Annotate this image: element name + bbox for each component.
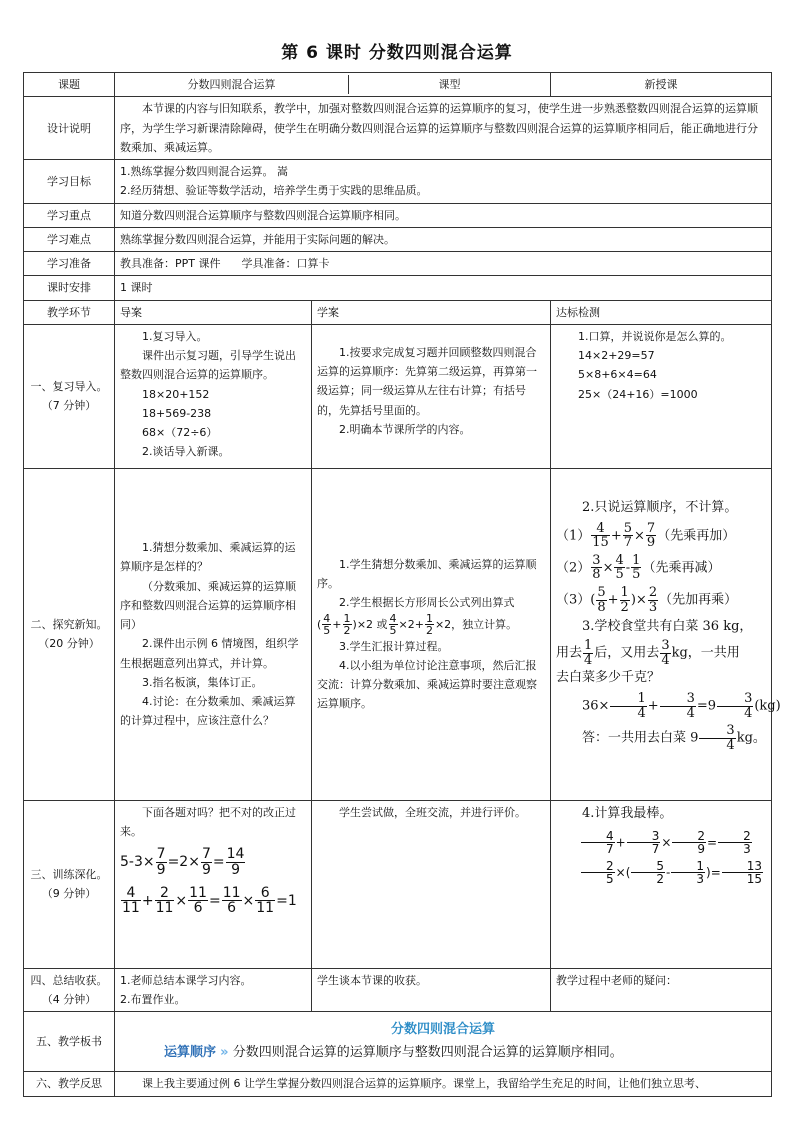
s3-guide: 下面各题对吗？把不对的改正过来。 bbox=[120, 805, 296, 838]
page-title: 第 6 课时 分数四则混合运算 bbox=[281, 43, 513, 63]
row-section-3 bbox=[24, 800, 772, 968]
s1-check-3: 5×8+6×4=64 bbox=[578, 368, 657, 382]
s6-text: 课上我主要通过例 6 让学生掌握分数四则混合运算的运算顺序。课堂上，我留给学生充足的时间，让他们独立思考、 bbox=[115, 1072, 772, 1096]
s4-check: 教学过程中老师的疑问： bbox=[551, 968, 772, 1012]
s4-guide-1: 1.老师总结本课学习内容。 bbox=[120, 973, 252, 987]
s1-guide-3: 18×20+152 bbox=[142, 387, 210, 401]
s4-learn: 学生谈本节课的收获。 bbox=[312, 968, 551, 1012]
s1-time: （7 分钟） bbox=[41, 399, 97, 413]
type-label: 课型 bbox=[438, 78, 461, 91]
double-chevron-icon: » bbox=[220, 1044, 229, 1060]
row-header bbox=[24, 73, 772, 97]
s2-learn-1: 1.学生猜想分数乘加、乘减运算的运算顺序。 bbox=[317, 557, 537, 591]
col-learn: 学案 bbox=[312, 300, 551, 324]
row-design bbox=[24, 97, 772, 160]
row-key bbox=[24, 203, 772, 227]
prep-label: 学习准备 bbox=[24, 252, 115, 276]
s2-learn-5: ×2，独立计算。 bbox=[434, 617, 518, 631]
design-text: 本节课的内容与旧知联系，教学中，加强对整数四则混合运算的运算顺序的复习，使学生进一步熟悉整数四则混合运算的运算顺序，为学生学习新课清除障碍，使学生在明确分数四则混合运算的运算顺序与整数四则混合运算的运算顺序相同后，能正确地进行分数乘加、乘减运算。 bbox=[115, 97, 772, 160]
s1-check-2: 14×2+29=57 bbox=[578, 349, 655, 362]
s3-eq-1: 5-3× $\frac{7}{9}$ =2× $\frac{7}{9}$ = $\frac{14}{9}$ bbox=[120, 846, 245, 878]
difficulty-text: 熟练掌握分数四则混合运算，并能用于实际问题的解决。 bbox=[115, 227, 772, 251]
s1-learn-2: 2.明确本节课所学的内容。 bbox=[339, 422, 471, 436]
s3-learn: 学生尝试做，全班交流，并进行评价。 bbox=[312, 800, 551, 968]
s1-guide-1: 1.复习导入。 bbox=[142, 329, 208, 343]
s2-label: 二、探究新知。 bbox=[30, 618, 108, 631]
row-section-1 bbox=[24, 324, 772, 468]
row-prep bbox=[24, 252, 772, 276]
s2-time: （20 分钟） bbox=[38, 637, 100, 651]
board-text: 分数四则混合运算的运算顺序与整数四则混合运算的运算顺序相同。 bbox=[232, 1044, 623, 1060]
schedule-label: 课时安排 bbox=[24, 276, 115, 300]
s1-check-4: 25×（24+16）=1000 bbox=[578, 387, 698, 401]
s2-check-q3b: 用去 $\frac{1}{4}$ 后，又用去 $\frac{3}{4}$ kg，一共用 bbox=[556, 638, 740, 668]
s6-label: 六、教学反思 bbox=[24, 1072, 115, 1096]
goal-mark: 嵩 bbox=[277, 165, 288, 178]
s2-guide-1: 1.猜想分数乘加、乘减运算的运算顺序是怎样的？ bbox=[120, 541, 296, 574]
board-title: 分数四则混合运算 bbox=[390, 1022, 495, 1037]
key-label: 学习重点 bbox=[24, 203, 115, 227]
s3-time: （9 分钟） bbox=[41, 887, 97, 901]
goal-2: 2.经历猜想、验证等数学活动，培养学生勇于实践的思维品质。 bbox=[120, 184, 428, 198]
s2-check-q3e: 去白菜多少千克？ bbox=[556, 670, 661, 686]
s2-guide-2: （分数乘加、乘减运算的运算顺序和整数四则混合运算的运算顺序相同） bbox=[120, 579, 296, 631]
col-guide: 导案 bbox=[115, 300, 312, 324]
s1-guide-5: 68×（72÷6） bbox=[142, 426, 218, 439]
s2-guide-4: 3.指名板演，集体订正。 bbox=[142, 675, 263, 689]
s4-time: （4 分钟） bbox=[41, 993, 97, 1006]
s1-label: 一、复习导入。 bbox=[30, 380, 108, 393]
board bbox=[115, 1012, 772, 1072]
col-stage: 教学环节 bbox=[24, 300, 115, 324]
s2-check-q3a: 3.学校食堂共有白菜 36 kg， bbox=[582, 619, 753, 635]
s2-check-calc: 36× $\frac{1}{4}$ + $\frac{3}{4}$ =9 $\frac{3}{4}$ (kg) bbox=[582, 691, 781, 721]
row-goals bbox=[24, 160, 772, 204]
s2-check-p2: （2） $\frac{3}{8}$ × $\frac{4}{5}$ - $\frac{1}{5}$ （先乘再减） bbox=[556, 552, 721, 583]
s2-check-p3: （3）( $\frac{5}{8}$ + $\frac{1}{2}$ )× $\frac{2}{3}$ （先加再乘） bbox=[556, 585, 738, 615]
topic-label: 课题 bbox=[24, 73, 115, 97]
row-difficulty bbox=[24, 227, 772, 251]
s4-label: 四、总结收获。 bbox=[30, 973, 108, 987]
s1-guide-4: 18+569-238 bbox=[142, 406, 212, 420]
s2-learn-3: ×2 或 bbox=[356, 617, 388, 631]
row-section-2 bbox=[24, 468, 772, 800]
s2-check-p1: （1） $\frac{4}{15}$ + $\frac{5}{7}$ × $\frac{7}{9}$ （先乘再加） bbox=[556, 520, 736, 551]
key-text: 知道分数四则混合运算顺序与整数四则混合运算顺序相同。 bbox=[115, 203, 772, 227]
prep-text: 教具准备：PPT 课件 学具准备：口算卡 bbox=[115, 252, 772, 276]
goal-1: 1.熟练掌握分数四则混合运算。 bbox=[120, 165, 274, 178]
row-schedule bbox=[24, 276, 772, 300]
col-check: 达标检测 bbox=[551, 300, 772, 324]
s2-guide-3: 2.课件出示例 6 情境图，组织学生根据题意列出算式，并计算。 bbox=[120, 637, 299, 670]
s3-check-eq-2: $\frac{2}{5}$ ×( $\frac{5}{2}$ - $\frac{1}{3}$ )= $\frac{13}{15}$ bbox=[556, 860, 766, 886]
s1-guide-6: 2.谈话导入新课。 bbox=[142, 445, 230, 459]
row-section-5 bbox=[24, 1012, 772, 1072]
goals-label: 学习目标 bbox=[24, 160, 115, 204]
type-value: 新授课 bbox=[551, 73, 772, 97]
s2-check-answer: 答：一共用去白菜 9 $\frac{3}{4}$ kg。 bbox=[582, 723, 766, 754]
s4-guide-2: 2.布置作业。 bbox=[120, 993, 186, 1006]
s3-check-eq-1: $\frac{4}{7}$ + $\frac{3}{7}$ × $\frac{2}{9}$ = $\frac{2}{3}$ bbox=[556, 830, 766, 856]
s2-learn-7: 4.以小组为单位讨论注意事项，然后汇报交流：计算分数乘加、乘减运算时要注意观察运算顺序。 bbox=[317, 658, 537, 711]
s5-label: 五、教学板书 bbox=[24, 1012, 115, 1072]
s2-check-q2: 2.只说运算顺序，不计算。 bbox=[582, 499, 738, 515]
s1-learn-1: 1.按要求完成复习题并回顾整数四则混合运算的运算顺序：先算第二级运算，再算第一级运算；同一级运算从左往右计算；有括号的，先算括号里面的。 bbox=[317, 345, 537, 417]
row-section-6 bbox=[24, 1072, 772, 1096]
schedule-text: 1 课时 bbox=[115, 276, 772, 300]
design-label: 设计说明 bbox=[24, 97, 115, 160]
s3-eq-2: $\frac{4}{11}$ + $\frac{2}{11}$ × $\frac{11}{6}$ = $\frac{11}{6}$ × $\frac{6}{11}$ =1 bbox=[122, 884, 297, 917]
s3-check-title: 4.计算我最棒。 bbox=[582, 805, 673, 821]
topic-value: 分数四则混合运算 bbox=[115, 75, 349, 94]
s2-guide-5: 4.讨论：在分数乘加、乘减运算的计算过程中，应该注意什么？ bbox=[120, 695, 296, 728]
s2-learn-2: 2.学生根据长方形周长公式列出算式 bbox=[339, 596, 515, 610]
s2-learn-6: 3.学生汇报计算过程。 bbox=[339, 639, 449, 653]
s1-check-1: 1.口算，并说说你是怎么算的。 bbox=[578, 329, 732, 343]
s3-label: 三、训练深化。 bbox=[30, 868, 108, 881]
board-key: 运算顺序 bbox=[164, 1044, 217, 1060]
row-columns bbox=[24, 300, 772, 324]
s2-formula: ( $\frac{4}{5}$ + $\frac{1}{2}$ )×2 或 $\frac{4}{5}$ ×2+ $\frac{1}{2}$ ×2，独立计算。 bbox=[317, 611, 518, 638]
difficulty-label: 学习难点 bbox=[24, 227, 115, 251]
row-section-4 bbox=[24, 968, 772, 1012]
s2-learn-4: ×2+ bbox=[398, 617, 424, 631]
s1-guide-2: 课件出示复习题，引导学生说出整数四则混合运算的运算顺序。 bbox=[120, 349, 296, 382]
lesson-plan-table bbox=[23, 72, 781, 1097]
